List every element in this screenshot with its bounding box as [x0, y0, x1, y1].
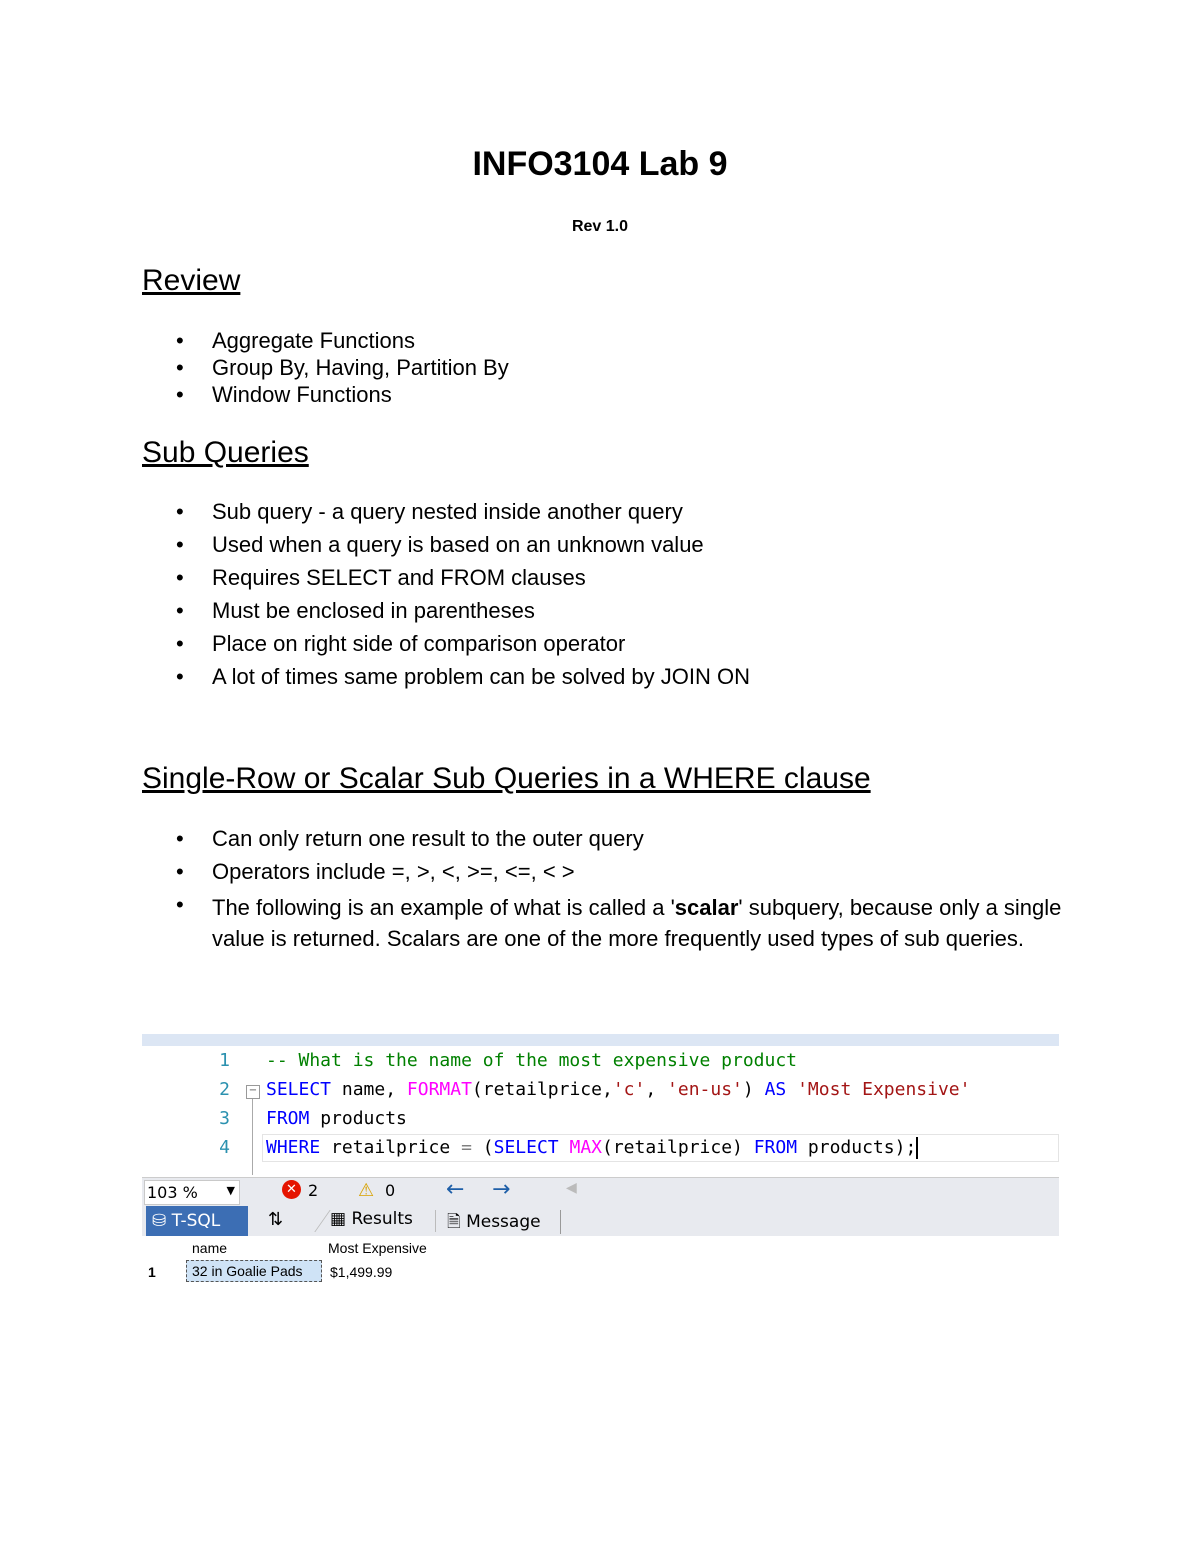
bullet-icon: • [176, 532, 184, 557]
scalar-bullet-list [0, 826, 644, 892]
tab-divider [425, 1210, 436, 1232]
code-line-4: WHERE retailprice = (SELECT MAX(retailprice) FROM products); [266, 1137, 917, 1158]
results-tabs-bar [142, 1206, 1059, 1236]
editor-status-bar [142, 1177, 1059, 1207]
current-line-highlight [262, 1134, 1059, 1162]
document-title: INFO3104 Lab 9 [472, 145, 728, 183]
collapse-icon[interactable]: − [246, 1085, 260, 1099]
zoom-value: 103 % [147, 1183, 198, 1202]
table-cell[interactable]: $1,499.99 [330, 1264, 393, 1280]
list-item: • Window Functions [176, 382, 392, 407]
list-item: • Place on right side of comparison operator [176, 631, 626, 656]
code-line-1: -- What is the name of the most expensive product [266, 1050, 798, 1071]
tab-tsql[interactable]: ⛁ T-SQL [146, 1206, 248, 1236]
error-count: 2 [308, 1181, 319, 1200]
ssms-screenshot [142, 1034, 1059, 1284]
list-item: • Aggregate Functions [176, 328, 416, 353]
scroll-left-icon[interactable]: ◀ [566, 1180, 577, 1196]
bullet-icon: • [176, 499, 184, 524]
line-number: 1 [219, 1050, 230, 1071]
tab-results[interactable]: ▦ Results [330, 1209, 413, 1229]
section-heading-sub-queries: Sub Queries [142, 436, 309, 469]
editor-toolbar [142, 1034, 1059, 1046]
chevron-down-icon: ▼ [226, 1184, 235, 1197]
section-heading-review: Review [142, 264, 241, 297]
tab-divider [560, 1210, 561, 1234]
database-icon: ⛁ [152, 1211, 167, 1231]
bullet-icon: • [176, 664, 184, 689]
warning-count: 0 [385, 1181, 396, 1200]
zoom-dropdown[interactable] [144, 1180, 240, 1205]
bullet-icon: • [176, 565, 184, 590]
sort-icon[interactable]: ⇅ [268, 1209, 284, 1230]
column-header-name[interactable]: name [192, 1240, 228, 1256]
list-item: • Requires SELECT and FROM clauses [176, 565, 586, 590]
bullet-icon: • [176, 892, 184, 917]
bullet-icon: • [176, 598, 184, 623]
bullet-icon: • [176, 631, 184, 656]
revision-label: Rev 1.0 [571, 218, 629, 235]
bullet-icon: • [176, 826, 184, 851]
list-item: • Can only return one result to the outer query [176, 826, 644, 851]
bullet-icon: • [176, 382, 184, 407]
tab-messages[interactable]: 🗎 Message [447, 1212, 541, 1232]
list-item: • Operators include =, >, <, >=, <=, < > [176, 859, 575, 884]
bullet-icon: • [176, 859, 184, 884]
grid-icon: ▦ [330, 1209, 347, 1229]
tab-divider [284, 1210, 330, 1232]
row-number: 1 [148, 1264, 156, 1280]
list-item: • Sub query - a query nested inside another query [176, 499, 683, 524]
list-item: • Must be enclosed in parentheses [176, 598, 535, 623]
warning-icon[interactable]: ⚠ [358, 1180, 375, 1201]
section-heading-scalar-subqueries: Single-Row or Scalar Sub Queries in a WHERE clause [142, 762, 871, 795]
arrow-left-icon[interactable]: ← [446, 1177, 465, 1202]
outline-line [252, 1099, 253, 1175]
arrow-right-icon[interactable]: → [492, 1177, 511, 1202]
code-line-3: FROM products [266, 1108, 407, 1129]
line-number: 3 [219, 1108, 230, 1129]
error-icon[interactable]: ✕ [282, 1180, 301, 1199]
list-item: • A lot of times same problem can be solved by JOIN ON [176, 664, 751, 689]
results-grid [142, 1236, 1059, 1284]
review-bullet-list [0, 328, 509, 409]
line-number: 2 [219, 1079, 230, 1100]
sub-queries-bullet-list [0, 499, 750, 697]
list-item: • Used when a query is based on an unknown value [176, 532, 704, 557]
code-line-2: SELECT name, FORMAT(retailprice,'c', 'en-us') AS 'Most Expensive' [266, 1079, 971, 1100]
bullet-icon: • [176, 328, 184, 353]
column-header-most-expensive[interactable]: Most Expensive [328, 1240, 427, 1256]
line-number: 4 [219, 1137, 230, 1158]
scalar-explanation-paragraph: The following is an example of what is called a 'scalar' subquery, because only a single value is returned. Scalars are one of the more frequently used types of sub queries. [212, 895, 1062, 951]
bullet-icon: • [176, 355, 184, 380]
list-item: • Group By, Having, Partition By [176, 355, 509, 380]
table-cell[interactable]: 32 in Goalie Pads [186, 1260, 322, 1282]
message-icon: 🗎 [447, 1212, 461, 1232]
